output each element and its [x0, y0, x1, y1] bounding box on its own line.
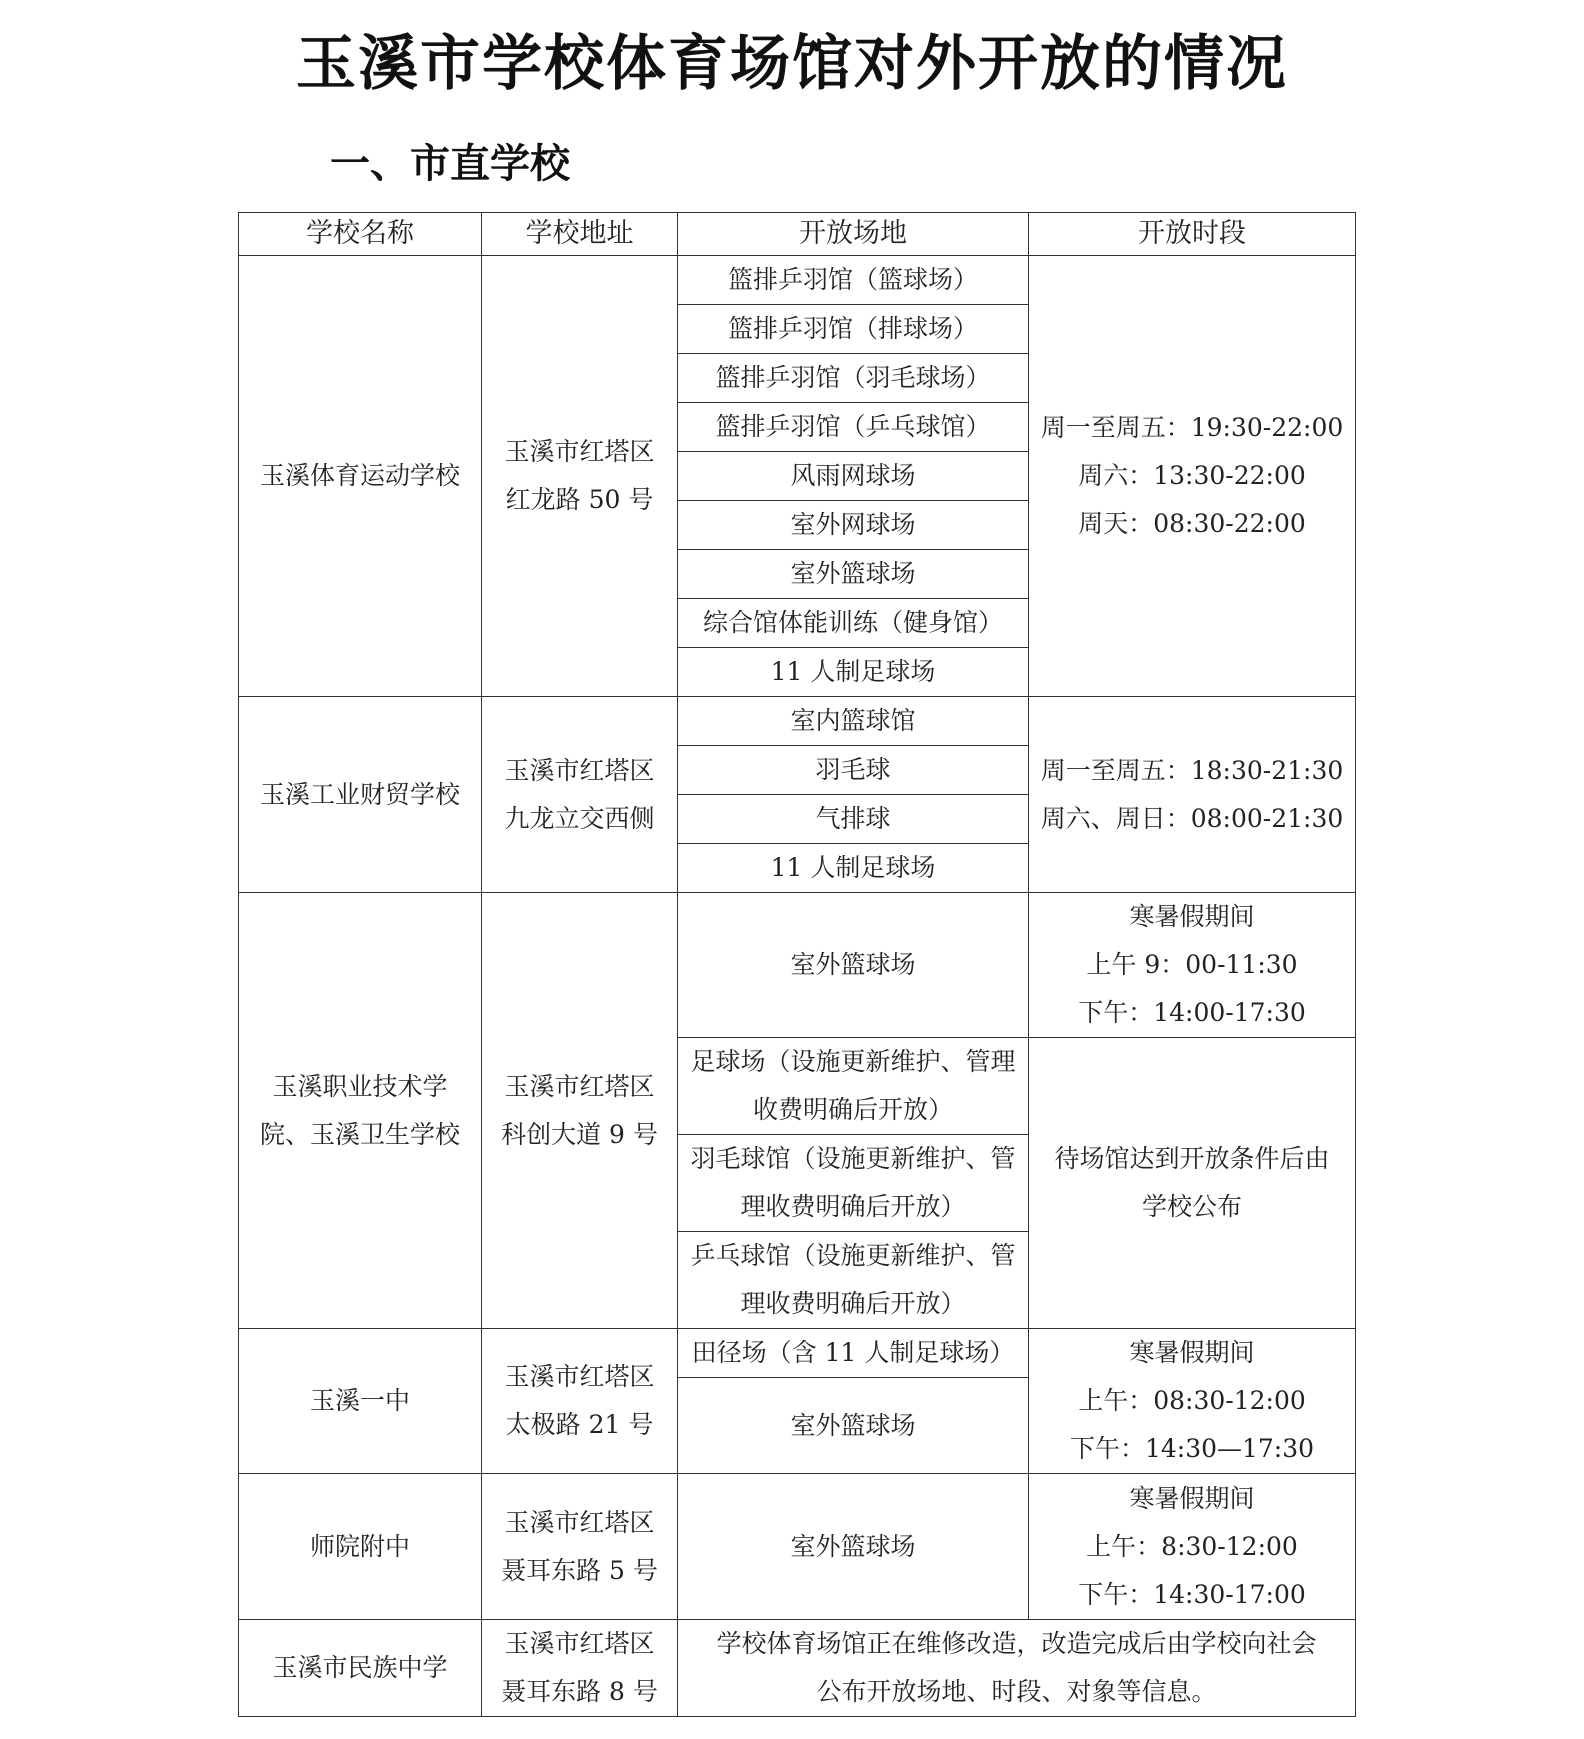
table-header-row	[239, 213, 1356, 256]
hours-cell: 周一至周五：18:30-21:30 周六、周日：08:00-21:30	[1029, 697, 1356, 893]
venue-cell: 室外篮球场	[678, 893, 1029, 1038]
header-school-name: 学校名称	[239, 213, 482, 256]
table-row	[239, 1620, 1356, 1717]
header-hours: 开放时段	[1029, 213, 1356, 256]
venue-cell: 综合馆体能训练（健身馆）	[678, 599, 1029, 648]
venue-cell: 羽毛球馆（设施更新维护、管理收费明确后开放）	[678, 1135, 1029, 1232]
school-address: 玉溪市红塔区 聂耳东路 8 号	[482, 1620, 678, 1717]
table-row	[239, 893, 1356, 1038]
school-address: 玉溪市红塔区 太极路 21 号	[482, 1329, 678, 1474]
page-title: 玉溪市学校体育场馆对外开放的情况	[296, 29, 1288, 99]
venue-table	[238, 212, 1356, 1717]
venue-cell: 乒乓球馆（设施更新维护、管理收费明确后开放）	[678, 1232, 1029, 1329]
hours-cell: 寒暑假期间 上午 9：00-11:30 下午：14:00-17:30	[1029, 893, 1356, 1038]
hours-cell: 周一至周五：19:30-22:00 周六：13:30-22:00 周天：08:30-22:00	[1029, 256, 1356, 697]
venue-cell: 篮排乒羽馆（羽毛球场）	[678, 354, 1029, 403]
venue-cell: 11 人制足球场	[678, 844, 1029, 893]
venue-cell: 篮排乒羽馆（篮球场）	[678, 256, 1029, 305]
venue-cell: 风雨网球场	[678, 452, 1029, 501]
school-name: 玉溪一中	[239, 1329, 482, 1474]
header-venue: 开放场地	[678, 213, 1029, 256]
venue-cell: 羽毛球	[678, 746, 1029, 795]
school-address: 玉溪市红塔区 聂耳东路 5 号	[482, 1474, 678, 1620]
venue-cell: 室外篮球场	[678, 1378, 1029, 1474]
section-title: 一、市直学校	[330, 141, 570, 187]
venue-cell: 篮排乒羽馆（排球场）	[678, 305, 1029, 354]
table-row	[239, 1329, 1356, 1378]
hours-cell: 寒暑假期间 上午：8:30-12:00 下午：14:30-17:00	[1029, 1474, 1356, 1620]
venue-cell: 足球场（设施更新维护、管理收费明确后开放）	[678, 1038, 1029, 1135]
venue-cell: 室外篮球场	[678, 1474, 1029, 1620]
school-name: 玉溪体育运动学校	[239, 256, 482, 697]
note-cell: 学校体育场馆正在维修改造，改造完成后由学校向社会 公布开放场地、时段、对象等信息。	[678, 1620, 1356, 1717]
school-name: 玉溪市民族中学	[239, 1620, 482, 1717]
school-address: 玉溪市红塔区 红龙路 50 号	[482, 256, 678, 697]
school-name: 师院附中	[239, 1474, 482, 1620]
school-address: 玉溪市红塔区 科创大道 9 号	[482, 893, 678, 1329]
venue-cell: 11 人制足球场	[678, 648, 1029, 697]
hours-cell: 寒暑假期间 上午：08:30-12:00 下午：14:30—17:30	[1029, 1329, 1356, 1474]
venue-cell: 篮排乒羽馆（乒乓球馆）	[678, 403, 1029, 452]
venue-cell: 气排球	[678, 795, 1029, 844]
venue-cell: 室外网球场	[678, 501, 1029, 550]
hours-cell: 待场馆达到开放条件后由 学校公布	[1029, 1038, 1356, 1329]
table-row	[239, 1474, 1356, 1620]
venue-cell: 室内篮球馆	[678, 697, 1029, 746]
school-address: 玉溪市红塔区 九龙立交西侧	[482, 697, 678, 893]
venue-cell: 室外篮球场	[678, 550, 1029, 599]
school-name: 玉溪工业财贸学校	[239, 697, 482, 893]
table-row	[239, 697, 1356, 746]
venue-cell: 田径场（含 11 人制足球场）	[678, 1329, 1029, 1378]
table-row	[239, 256, 1356, 305]
school-name: 玉溪职业技术学 院、玉溪卫生学校	[239, 893, 482, 1329]
header-school-address: 学校地址	[482, 213, 678, 256]
